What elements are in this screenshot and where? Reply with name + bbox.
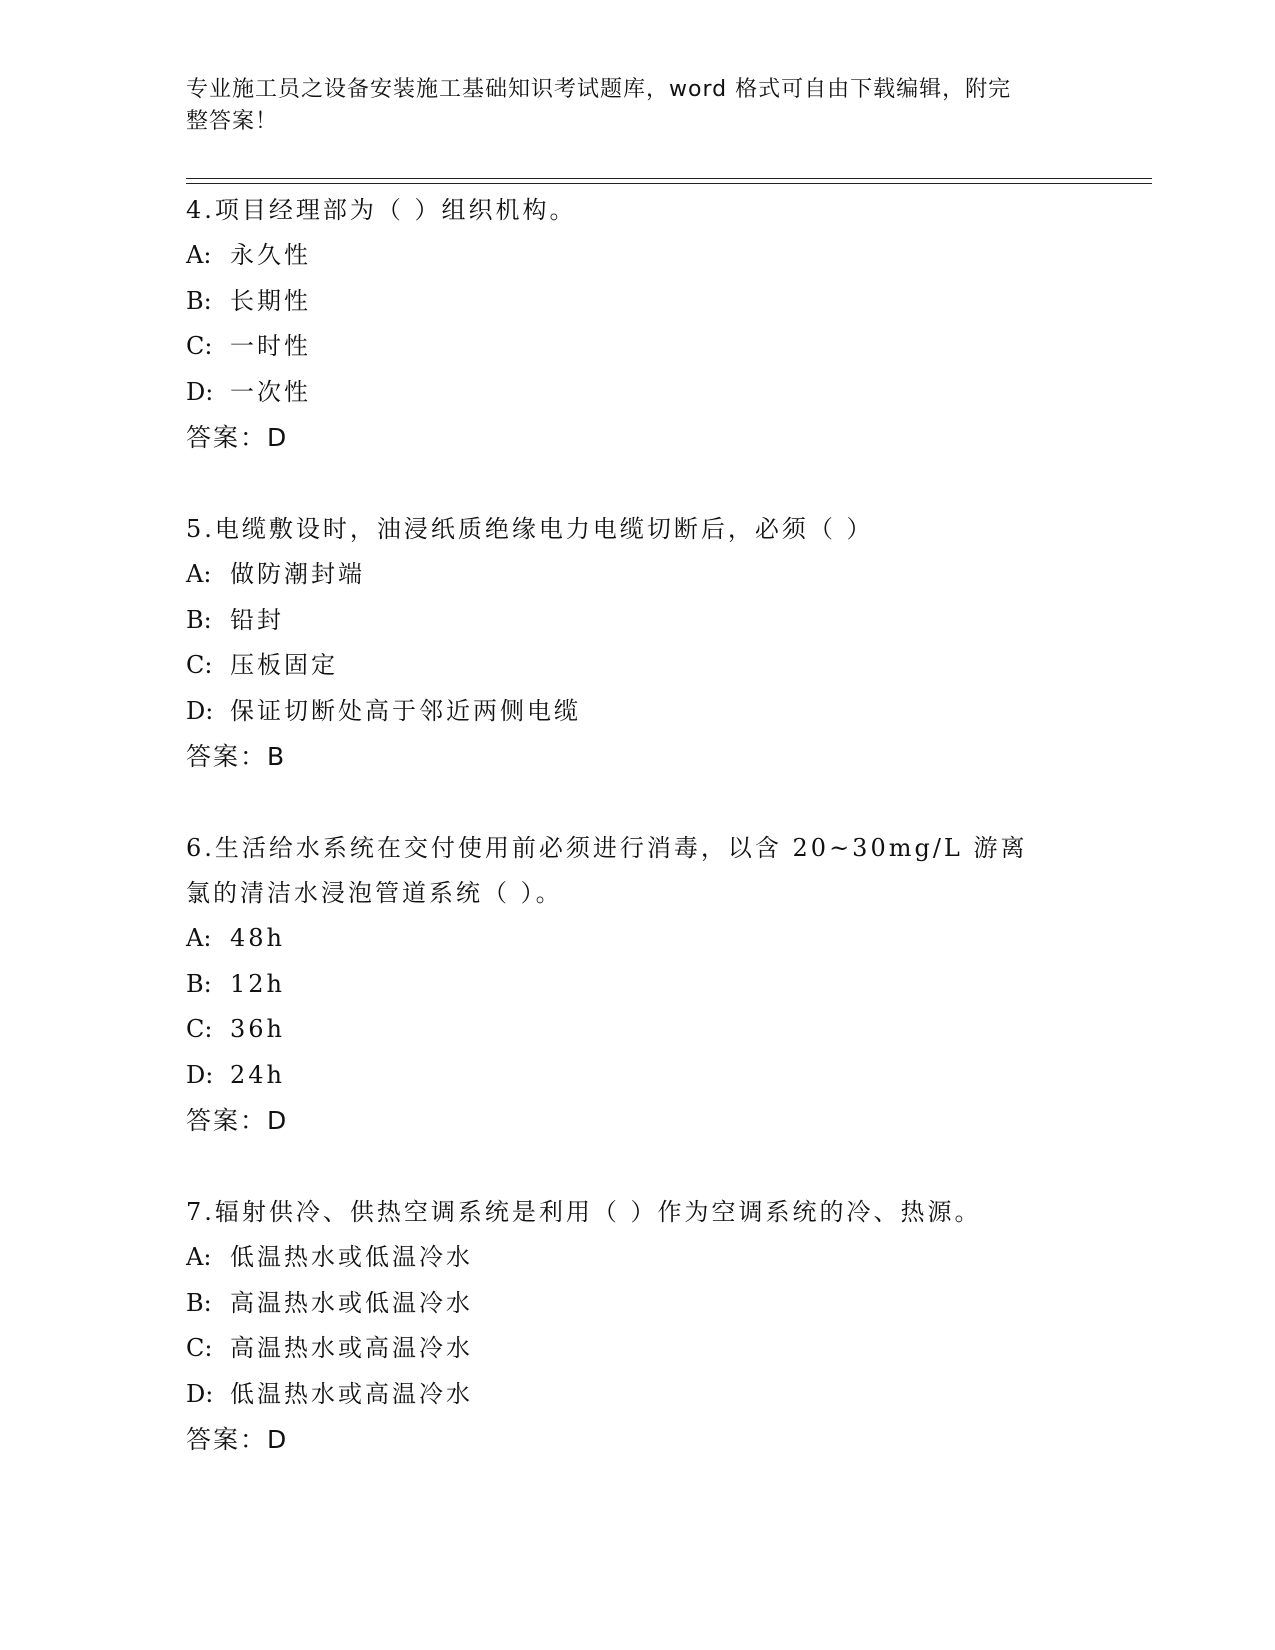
answer-value: D	[267, 423, 289, 452]
answer-label: 答案：	[186, 742, 268, 771]
header-line-1: 专业施工员之设备安装施工基础知识考试题库，word 格式可自由下载编辑，附完	[186, 77, 1012, 102]
option-d	[186, 1053, 1146, 1099]
option-d	[186, 370, 1146, 416]
answer-value: D	[267, 1425, 289, 1454]
option-key: C:	[186, 332, 213, 360]
question-list	[186, 188, 1146, 1509]
option-a	[186, 1235, 1146, 1281]
document-header	[186, 74, 1066, 138]
option-key: D:	[186, 1379, 214, 1408]
option-c	[186, 1007, 1146, 1053]
question-stem: 5.电缆敷设时，油浸纸质绝缘电力电缆切断后，必须（ ）	[186, 515, 874, 543]
option-text: 36h	[230, 1015, 285, 1043]
option-a	[186, 916, 1146, 962]
answer-value: D	[267, 1106, 289, 1135]
header-divider-bottom	[186, 183, 1152, 184]
header-line-2: 整答案！	[186, 109, 279, 134]
option-text: 一次性	[230, 377, 311, 406]
option-text: 48h	[230, 924, 285, 952]
option-key: D:	[186, 1060, 214, 1089]
option-text: 高温热水或低温冷水	[230, 1288, 473, 1317]
option-text: 低温热水或低温冷水	[230, 1243, 473, 1271]
question-4	[186, 188, 1146, 461]
option-key: C:	[186, 1334, 213, 1362]
answer-label: 答案：	[186, 423, 268, 452]
option-c	[186, 324, 1146, 370]
answer-label: 答案：	[186, 1425, 268, 1454]
option-key: A:	[186, 241, 212, 269]
option-b	[186, 279, 1146, 325]
option-b	[186, 962, 1146, 1008]
answer-line	[186, 415, 1146, 461]
question-stem: 6.生活给水系统在交付使用前必须进行消毒，以含 20~30mg/L 游离氯的清洁水浸泡管道系统（ ）。	[186, 834, 1028, 907]
option-b	[186, 598, 1146, 644]
option-text: 做防潮封端	[230, 560, 365, 588]
question-5	[186, 507, 1146, 780]
option-key: B:	[186, 969, 212, 998]
option-text: 低温热水或高温冷水	[230, 1379, 473, 1408]
option-a	[186, 552, 1146, 598]
answer-value: B	[267, 742, 287, 771]
question-7	[186, 1190, 1146, 1463]
option-key: A:	[186, 924, 212, 952]
option-key: C:	[186, 1015, 213, 1043]
option-text: 保证切断处高于邻近两侧电缆	[230, 696, 581, 725]
option-key: B:	[186, 1288, 212, 1317]
answer-line	[186, 734, 1146, 780]
option-text: 一时性	[230, 332, 311, 360]
answer-line	[186, 1417, 1146, 1463]
option-c	[186, 1326, 1146, 1372]
option-key: D:	[186, 696, 214, 725]
option-b	[186, 1281, 1146, 1327]
option-c	[186, 643, 1146, 689]
option-a	[186, 233, 1146, 279]
option-d	[186, 1372, 1146, 1418]
option-key: B:	[186, 605, 212, 634]
option-text: 12h	[230, 969, 285, 998]
option-key: B:	[186, 286, 212, 315]
option-text: 高温热水或高温冷水	[230, 1334, 473, 1362]
header-divider-top	[186, 178, 1152, 179]
question-6	[186, 826, 1146, 1144]
option-text: 铅封	[230, 605, 284, 634]
option-text: 压板固定	[230, 651, 338, 679]
question-stem: 7.辐射供冷、供热空调系统是利用（ ）作为空调系统的冷、热源。	[186, 1198, 982, 1226]
option-text: 永久性	[230, 241, 311, 269]
option-key: D:	[186, 377, 214, 406]
option-key: A:	[186, 560, 212, 588]
question-stem: 4.项目经理部为（ ）组织机构。	[186, 196, 577, 224]
answer-label: 答案：	[186, 1106, 268, 1135]
option-key: C:	[186, 651, 213, 679]
option-d	[186, 689, 1146, 735]
answer-line	[186, 1098, 1146, 1144]
option-key: A:	[186, 1243, 212, 1271]
option-text: 长期性	[230, 286, 311, 315]
option-text: 24h	[230, 1060, 285, 1089]
